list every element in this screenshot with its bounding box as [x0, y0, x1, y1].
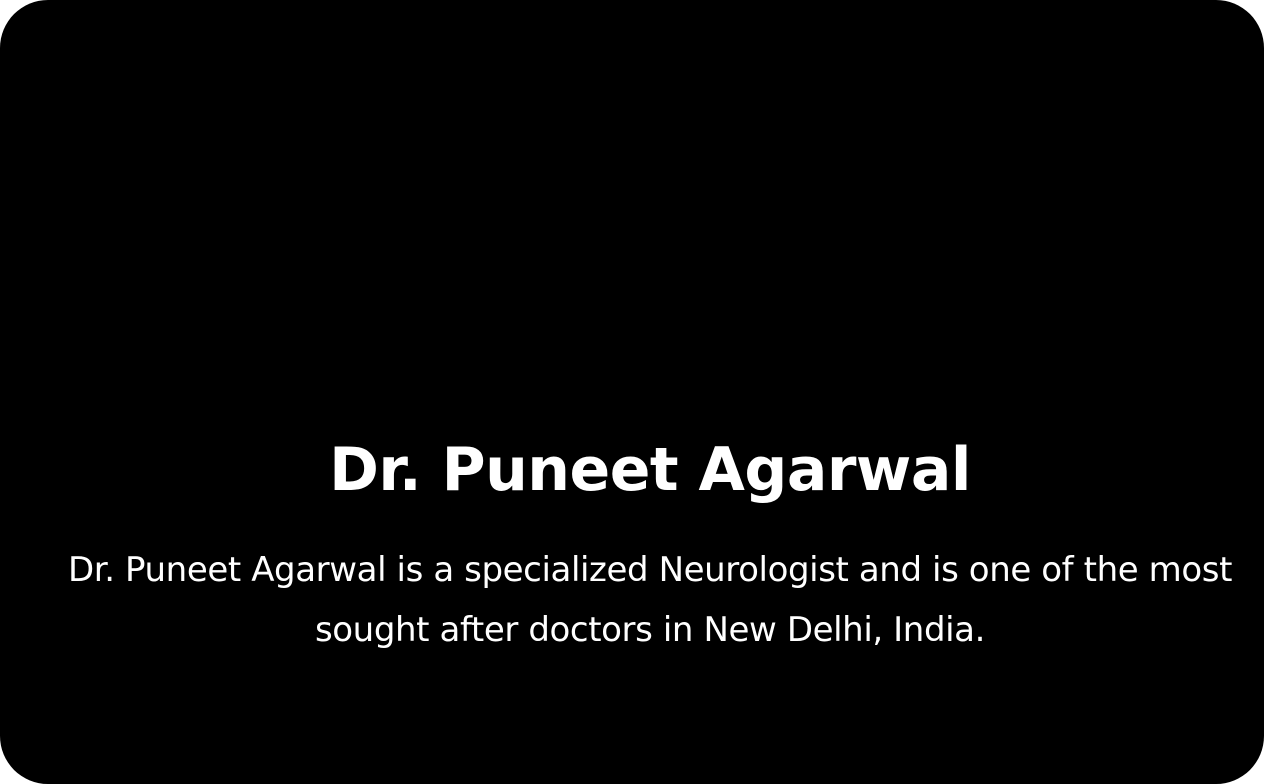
doctor-name-heading: Dr. Puneet Agarwal: [329, 435, 971, 505]
doctor-bio-text: Dr. Puneet Agarwal is a specialized Neurologist and is one of the most sought after doctors in New Delhi, India.: [67, 550, 1233, 650]
